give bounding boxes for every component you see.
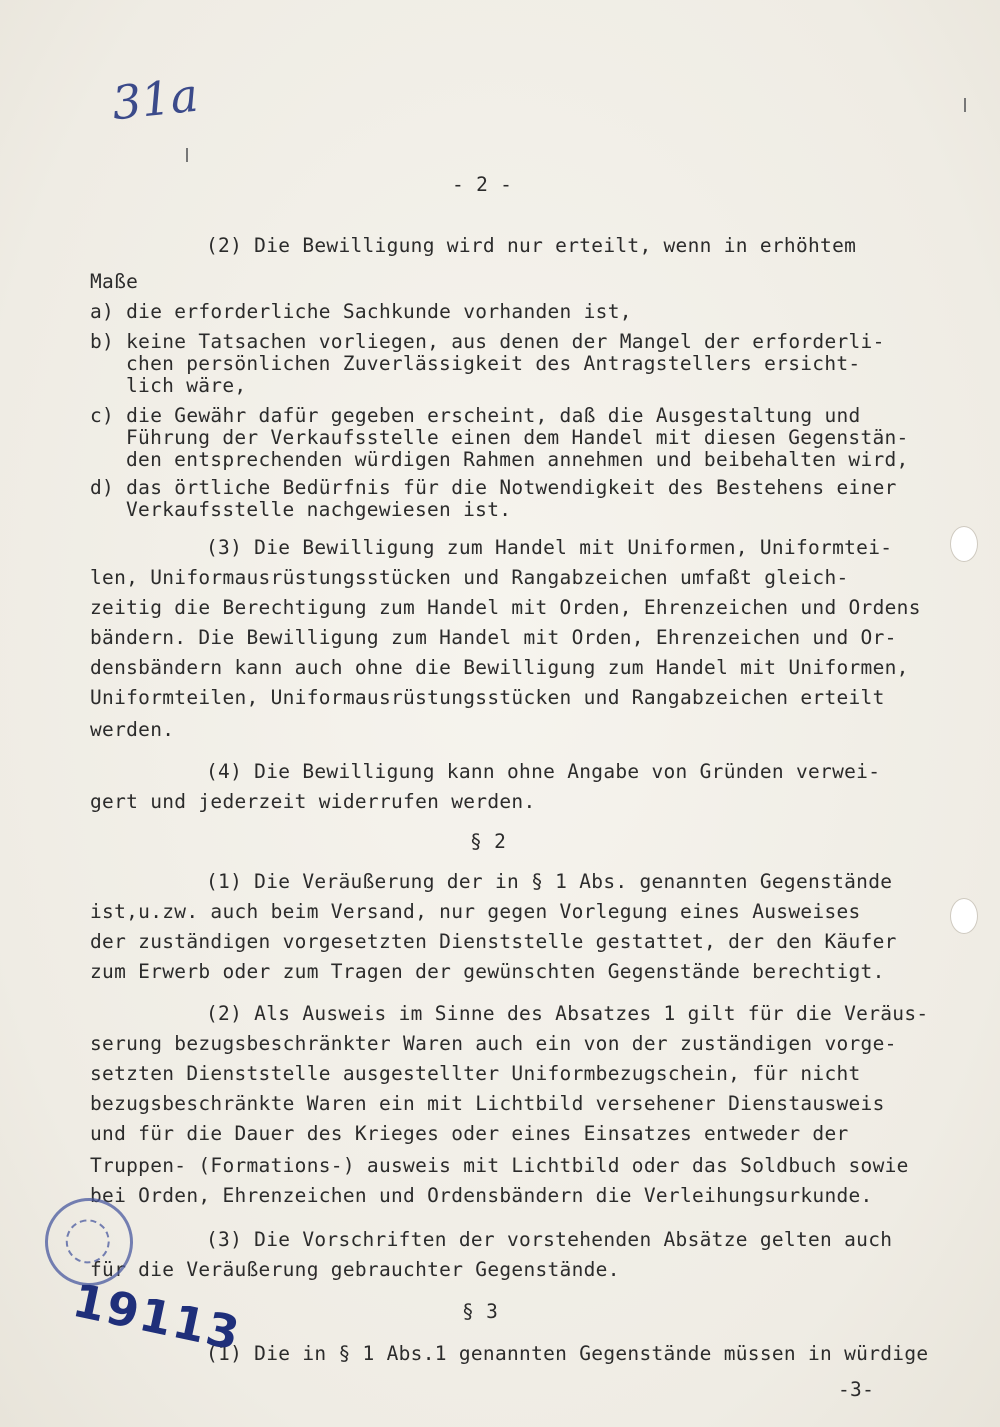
text-line: der zuständigen vorgesetzten Dienststelle gestattet, der den Käufer <box>90 930 897 953</box>
text-line: ist,u.zw. auch beim Versand, nur gegen Vorlegung eines Ausweises <box>90 900 861 923</box>
margin-tick <box>964 98 966 112</box>
text-line: serung bezugsbeschränkter Waren auch ein von der zuständigen vorge- <box>90 1032 897 1055</box>
stamp-emblem <box>60 1213 116 1269</box>
archive-number: 19113 <box>68 1272 246 1362</box>
text-line: lich wäre, <box>126 374 247 397</box>
margin-tick <box>186 148 188 162</box>
text-line: (1) Die in § 1 Abs.1 genannten Gegenstände müssen in würdige <box>206 1342 929 1365</box>
page-number-bottom: -3- <box>838 1378 875 1401</box>
text-line: Uniformteilen, Uniformausrüstungsstücken und Rangabzeichen erteilt <box>90 686 885 709</box>
text-line: c) die Gewähr dafür gegeben erscheint, daß die Ausgestaltung und <box>90 404 861 427</box>
text-line: Verkaufsstelle nachgewiesen ist. <box>126 498 512 521</box>
text-line: für die Veräußerung gebrauchter Gegenstände. <box>90 1258 620 1281</box>
text-line: setzten Dienststelle ausgestellter Uniformbezugschein, für nicht <box>90 1062 861 1085</box>
section-heading: § 3 <box>462 1300 499 1323</box>
text-line: (3) Die Vorschriften der vorstehenden Absätze gelten auch <box>206 1228 893 1251</box>
text-line: Führung der Verkaufsstelle einen dem Handel mit diesen Gegenstän- <box>126 426 909 449</box>
section-heading: § 2 <box>470 830 507 853</box>
text-line: zum Erwerb oder zum Tragen der gewünschten Gegenstände berechtigt. <box>90 960 885 983</box>
text-line: bei Orden, Ehrenzeichen und Ordensbändern die Verleihungsurkunde. <box>90 1184 873 1207</box>
text-line: Maße <box>90 270 139 293</box>
text-line: len, Uniformausrüstungsstücken und Rangabzeichen umfaßt gleich- <box>90 566 849 589</box>
text-line: densbändern kann auch ohne die Bewilligung zum Handel mit Uniformen, <box>90 656 909 679</box>
text-line: den entsprechenden würdigen Rahmen annehmen und beibehalten wird, <box>126 448 909 471</box>
text-line: (2) Die Bewilligung wird nur erteilt, wenn in erhöhtem <box>206 234 857 257</box>
text-line: (2) Als Ausweis im Sinne des Absatzes 1 gilt für die Veräus- <box>206 1002 929 1025</box>
text-line: und für die Dauer des Krieges oder eines Einsatzes entweder der <box>90 1122 849 1145</box>
punch-hole-upper <box>950 526 978 562</box>
text-line: bezugsbeschränkte Waren ein mit Lichtbild versehener Dienstausweis <box>90 1092 885 1115</box>
text-line: d) das örtliche Bedürfnis für die Notwendigkeit des Bestehens einer <box>90 476 897 499</box>
text-line: (3) Die Bewilligung zum Handel mit Uniformen, Uniformtei- <box>206 536 893 559</box>
text-line: a) die erforderliche Sachkunde vorhanden ist, <box>90 300 632 323</box>
text-line: (1) Die Veräußerung der in § 1 Abs. genannten Gegenstände <box>206 870 893 893</box>
text-line: chen persönlichen Zuverlässigkeit des Antragstellers ersicht- <box>126 352 861 375</box>
text-line: werden. <box>90 718 175 741</box>
text-line: (4) Die Bewilligung kann ohne Angabe von Gründen verwei- <box>206 760 881 783</box>
text-line: Truppen- (Formations-) ausweis mit Lichtbild oder das Soldbuch sowie <box>90 1154 909 1177</box>
text-line: gert und jederzeit widerrufen werden. <box>90 790 536 813</box>
punch-hole-lower <box>950 898 978 934</box>
text-line: bändern. Die Bewilligung zum Handel mit Orden, Ehrenzeichen und Or- <box>90 626 897 649</box>
page-number-top: - 2 - <box>452 173 513 196</box>
text-line: b) keine Tatsachen vorliegen, aus denen der Mangel der erforderli- <box>90 330 885 353</box>
handwritten-folio-note: 31a <box>109 67 201 131</box>
text-line: zeitig die Berechtigung zum Handel mit Orden, Ehrenzeichen und Ordens <box>90 596 921 619</box>
